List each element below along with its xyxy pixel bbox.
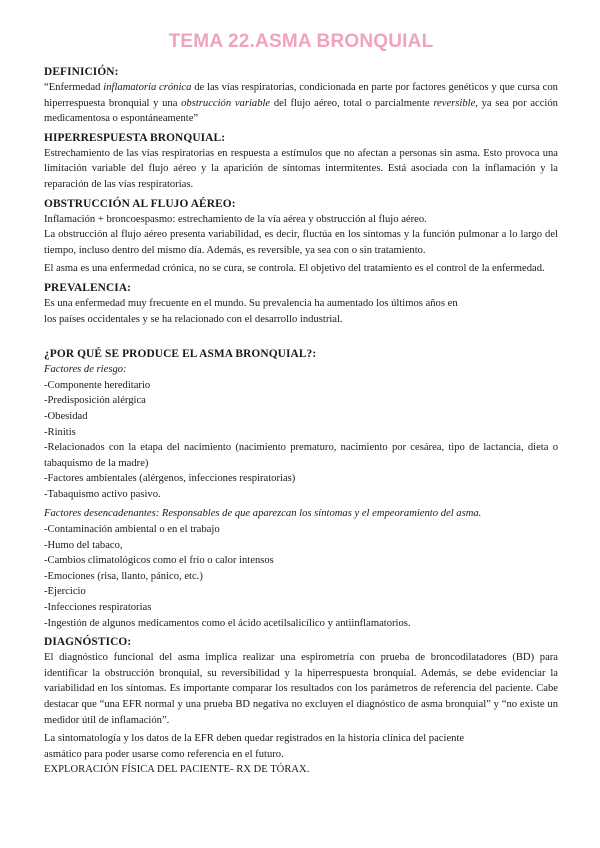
definicion-text-part: del flujo aéreo, total o parcialmente: [270, 97, 434, 109]
section-definicion: [44, 65, 558, 127]
list-item: -Rinitis: [44, 426, 76, 438]
diagnostico-paragraph-1: El diagnóstico funcional del asma implica realizar una espirometría con prueba de broncodilatadores (BD) para identificar la obstrucción bronquial, su reversibilidad y la hiperrespuesta bronquial. Además, se debe evidenciar la variabilidad en los síntomas. Es importante comparar los resultados con los parámetros de referencia del paciente. Cabe destacar que “una EFR normal y una prueba BD negativa no excluyen el diagnóstico de asma bronquial” y “no existe un medidor útil de inflamación”.: [44, 652, 558, 726]
factores-desencadenantes-label: Factores desencadenantes: Responsables de que aparezcan los síntomas y el empeoramiento del asma.: [44, 508, 482, 520]
section-por-que: [44, 347, 558, 631]
list-item: -Tabaquismo activo pasivo.: [44, 488, 161, 500]
obstruccion-paragraph-3: El asma es una enfermedad crónica, no se cura, se controla. El objetivo del tratamiento es el control de la enfermedad.: [44, 263, 545, 275]
section-prevalencia: [44, 281, 558, 327]
definicion-emphasis: inflamatoria crónica: [103, 82, 192, 93]
section-diagnostico: [44, 635, 558, 778]
heading-por-que: ¿POR QUÉ SE PRODUCE EL ASMA BRONQUIAL?:: [44, 348, 317, 361]
diagnostico-paragraph-2a: La sintomatología y los datos de la EFR deben quedar registrados en la historia clínica del paciente: [44, 733, 465, 745]
list-item: -Ingestión de algunos medicamentos como el ácido acetilsalicílico y antiinflamatorios.: [44, 617, 411, 629]
heading-obstruccion: OBSTRUCCIÓN AL FLUJO AÉREO:: [44, 197, 236, 210]
definicion-text-part: , ya sea por acción medicamentosa o espontáneamente”: [44, 97, 558, 125]
factores-riesgo-label: Factores de riesgo:: [44, 364, 127, 376]
list-item: -Emociones (risa, llanto, pánico, etc.): [44, 570, 203, 582]
prevalencia-line-1: Es una enfermedad muy frecuente en el mundo. Su prevalencia ha aumentado los últimos años en: [44, 297, 458, 309]
list-item: -Obesidad: [44, 410, 88, 422]
list-item: -Humo del tabaco,: [44, 539, 123, 551]
prevalencia-line-2: los países occidentales y se ha relacionado con el desarrollo industrial.: [44, 313, 343, 325]
definicion-text-part: “Enfermedad: [44, 82, 104, 93]
heading-prevalencia: PREVALENCIA:: [44, 281, 132, 294]
hiperrespuesta-text: Estrechamiento de las vías respiratorias en respuesta a estímulos que no afectan a personas sin asma. Esto provoca una limitación variable del flujo aéreo y la aparición de síntomas intermitentes. Está asociada con la inflamación y la reparación de las vías respiratorias.: [44, 147, 558, 190]
section-hiperrespuesta: [44, 131, 558, 193]
section-obstruccion: [44, 197, 558, 277]
diagnostico-paragraph-2b: asmático para poder usarse como referencia en el futuro.: [44, 748, 284, 760]
list-item: -Infecciones respiratorias: [44, 602, 152, 614]
list-item: -Cambios climatológicos como el frío o calor intensos: [44, 555, 274, 567]
heading-definicion: DEFINICIÓN:: [44, 66, 119, 78]
factores-riesgo-list: [44, 378, 558, 503]
list-item: -Componente hereditario: [44, 379, 151, 391]
heading-diagnostico: DIAGNÓSTICO:: [44, 636, 132, 649]
factores-desencadenantes-list: [44, 522, 558, 631]
heading-hiperrespuesta: HIPERRESPUESTA BRONQUIAL:: [44, 131, 226, 144]
definicion-emphasis: obstrucción variable: [181, 97, 271, 109]
obstruccion-paragraph-2: La obstrucción al flujo aéreo presenta variabilidad, es decir, fluctúa en los síntomas y la función pulmonar a lo largo del tiempo, incluso dentro del mismo día. Además, es reversible, ya sea con o sin tratamiento.: [44, 229, 558, 256]
diagnostico-exploracion: EXPLORACIÓN FÍSICA DEL PACIENTE- RX DE TÓRAX.: [44, 764, 310, 776]
list-item: -Ejercicio: [44, 586, 86, 598]
page-title: TEMA 22.ASMA BRONQUIAL: [168, 31, 434, 52]
definicion-emphasis: reversible: [433, 97, 476, 109]
list-item: -Contaminación ambiental o en el trabajo: [44, 524, 220, 536]
definicion-text-part: de las vías respiratorias, condicionada en parte por factores genéticos y que cursa con hiperrespuesta bronquial y una: [44, 82, 558, 109]
list-item: -Predisposición alérgica: [44, 395, 146, 407]
list-item: -Relacionados con la etapa del nacimiento (nacimiento prematuro, nacimiento por cesárea, tipo de lactancia, dieta o tabaquismo de la madre): [44, 442, 558, 469]
obstruccion-paragraph-1: Inflamación + broncoespasmo: estrechamiento de la vía aérea y obstrucción al flujo aéreo.: [44, 213, 427, 225]
list-item: -Factores ambientales (alérgenos, infecciones respiratorias): [44, 473, 296, 485]
definicion-text: [44, 80, 558, 127]
